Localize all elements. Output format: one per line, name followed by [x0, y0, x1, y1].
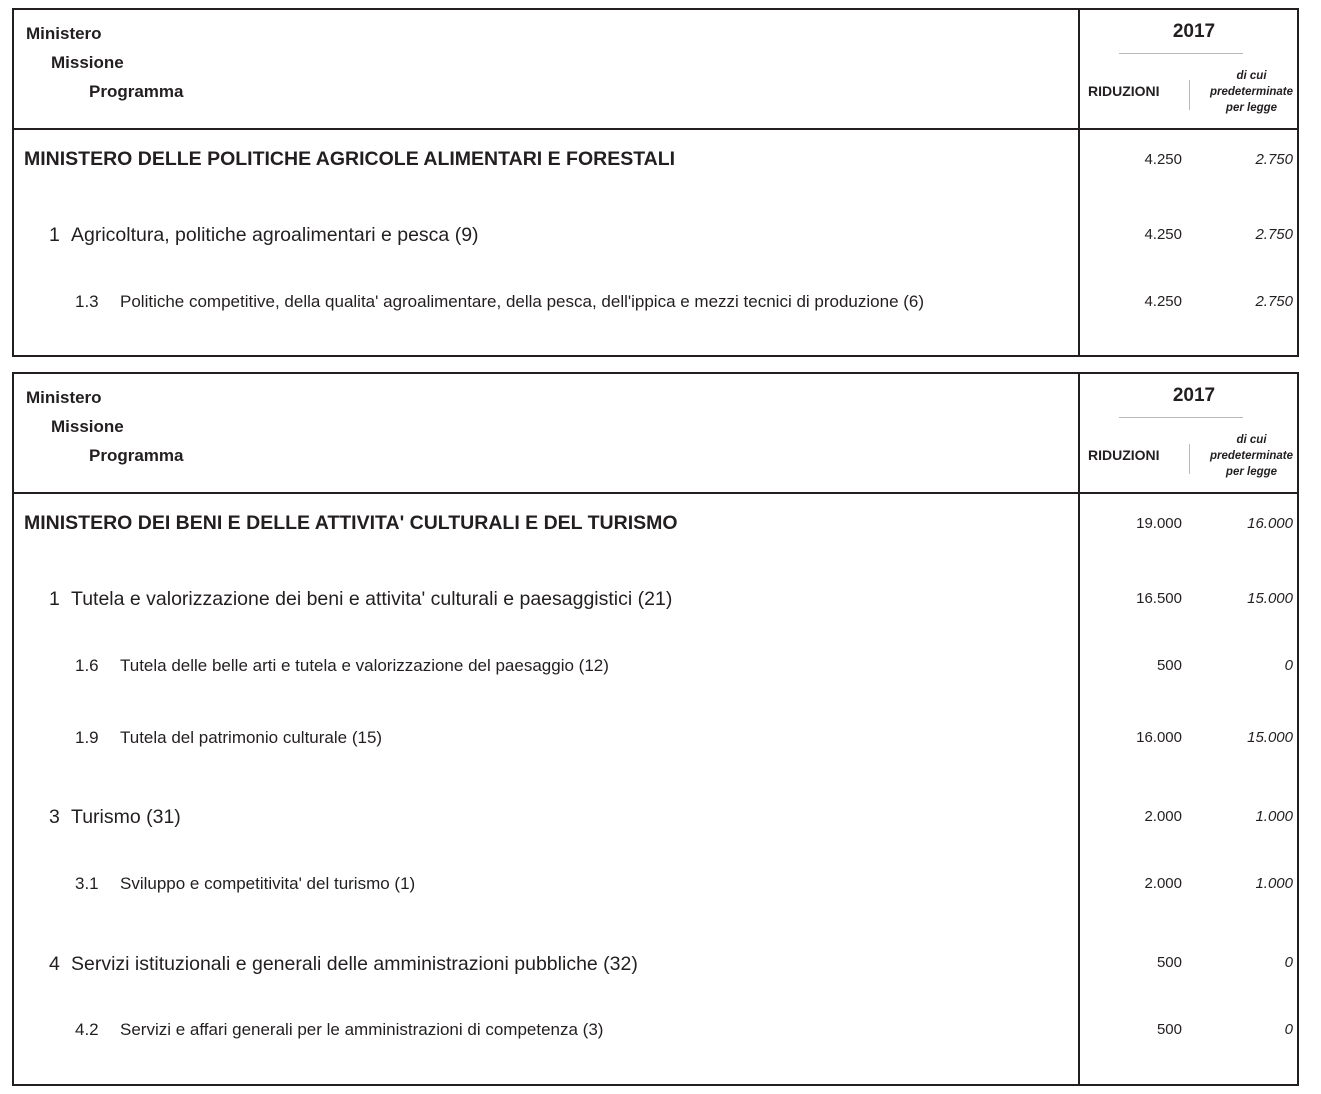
budget-table-beni-culturali [12, 372, 1299, 1086]
year-underline [1119, 53, 1243, 54]
programma-row [75, 874, 415, 894]
header-programma-label: Programma [89, 82, 184, 101]
year-underline [1119, 417, 1243, 418]
programma-row [75, 292, 924, 312]
subheader-divider [1189, 444, 1190, 474]
header-year: 2017 [1172, 21, 1216, 42]
dicui-value: 2.750 [1255, 151, 1293, 168]
subheader-divider [1189, 80, 1190, 110]
ministero-row-title: MINISTERO DEI BENI E DELLE ATTIVITA' CULTURALI E DEL TURISMO [24, 512, 678, 534]
programma-code: 1.9 [75, 728, 99, 747]
riduzioni-value: 4.250 [1144, 226, 1182, 243]
programma-code: 1.6 [75, 656, 99, 675]
header-dicui-line: di cui [1236, 434, 1267, 446]
missione-row [49, 806, 181, 829]
header-separator [14, 128, 1297, 130]
column-divider [1078, 10, 1080, 355]
missione-code: 4 [49, 953, 60, 975]
programma-row [75, 728, 382, 748]
missione-row [49, 953, 638, 976]
dicui-value: 16.000 [1247, 515, 1293, 532]
programma-code: 4.2 [75, 1020, 99, 1039]
riduzioni-value: 500 [1156, 657, 1182, 674]
header-riduzioni: RIDUZIONI [1088, 83, 1160, 99]
riduzioni-value: 4.250 [1144, 293, 1182, 310]
header-dicui [1204, 68, 1299, 116]
riduzioni-value: 2.000 [1144, 808, 1182, 825]
dicui-value: 0 [1284, 657, 1293, 674]
programma-code: 1.3 [75, 292, 99, 311]
column-divider [1078, 374, 1080, 1084]
ministero-row-title: MINISTERO DELLE POLITICHE AGRICOLE ALIMENTARI E FORESTALI [24, 148, 676, 170]
riduzioni-value: 16.500 [1136, 590, 1182, 607]
header-dicui-line: predeterminate [1209, 450, 1294, 462]
riduzioni-value: 4.250 [1144, 151, 1182, 168]
header-missione-label: Missione [51, 53, 124, 72]
dicui-value: 1.000 [1255, 808, 1293, 825]
missione-row [49, 588, 672, 611]
programma-title: Tutela del patrimonio culturale (15) [120, 728, 383, 747]
header-dicui-line: predeterminate [1209, 86, 1294, 98]
header-programma-label: Programma [89, 446, 184, 465]
missione-code: 1 [49, 588, 60, 610]
header-dicui-line: per legge [1225, 102, 1278, 114]
header-separator [14, 492, 1297, 494]
header-dicui-line: per legge [1225, 466, 1278, 478]
header-missione-label: Missione [51, 417, 124, 436]
header-year: 2017 [1172, 385, 1216, 406]
riduzioni-value: 500 [1156, 954, 1182, 971]
missione-code: 3 [49, 806, 60, 828]
dicui-value: 15.000 [1247, 729, 1293, 746]
missione-code: 1 [49, 224, 60, 246]
dicui-value: 2.750 [1255, 226, 1293, 243]
header-ministero-label: Ministero [26, 24, 102, 43]
missione-title: Servizi istituzionali e generali delle amministrazioni pubbliche (32) [71, 953, 638, 975]
missione-title: Agricoltura, politiche agroalimentari e pesca (9) [71, 224, 479, 246]
programma-code: 3.1 [75, 874, 99, 893]
programma-title: Servizi e affari generali per le amministrazioni di competenza (3) [120, 1020, 604, 1039]
programma-row [75, 1020, 603, 1040]
header-ministero-label: Ministero [26, 388, 102, 407]
budget-table-agricoltura [12, 8, 1299, 357]
dicui-value: 15.000 [1247, 590, 1293, 607]
riduzioni-value: 16.000 [1136, 729, 1182, 746]
header-dicui [1204, 432, 1299, 480]
riduzioni-value: 19.000 [1136, 515, 1182, 532]
riduzioni-value: 500 [1156, 1021, 1182, 1038]
programma-title: Politiche competitive, della qualita' agroalimentare, della pesca, dell'ippica e mezzi tecnici di produzione (6) [120, 292, 925, 311]
header-riduzioni: RIDUZIONI [1088, 447, 1160, 463]
dicui-value: 0 [1284, 954, 1293, 971]
header-dicui-line: di cui [1236, 70, 1267, 82]
programma-title: Sviluppo e competitivita' del turismo (1) [120, 874, 416, 893]
programma-row [75, 656, 609, 676]
missione-title: Turismo (31) [71, 806, 181, 828]
riduzioni-value: 2.000 [1144, 875, 1182, 892]
dicui-value: 1.000 [1255, 875, 1293, 892]
dicui-value: 0 [1284, 1021, 1293, 1038]
programma-title: Tutela delle belle arti e tutela e valorizzazione del paesaggio (12) [120, 656, 609, 675]
dicui-value: 2.750 [1255, 293, 1293, 310]
missione-row [49, 224, 479, 247]
missione-title: Tutela e valorizzazione dei beni e attivita' culturali e paesaggistici (21) [71, 588, 673, 610]
